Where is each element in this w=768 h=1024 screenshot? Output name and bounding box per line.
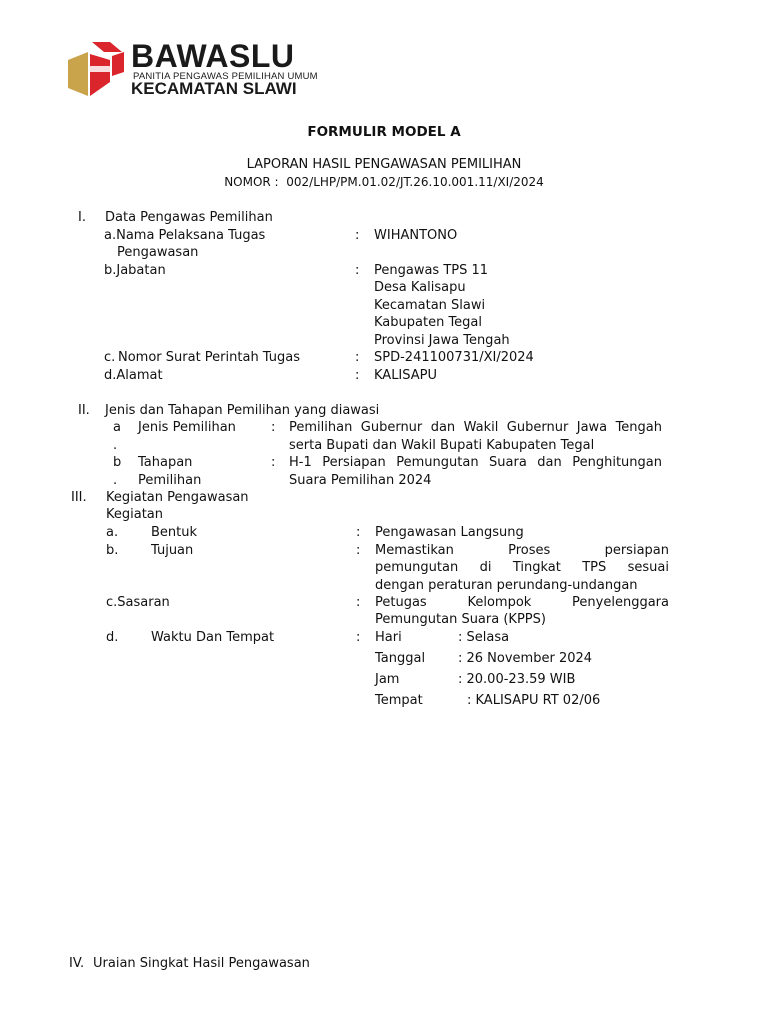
- tujuan-letter: b.: [106, 543, 119, 558]
- section1-heading: Data Pengawas Pemilihan: [105, 210, 273, 225]
- colon: :: [355, 228, 360, 243]
- form-title: FORMULIR MODEL A: [307, 124, 461, 140]
- surat-prefix: c.: [104, 350, 116, 365]
- jenis-value-line2: serta Bupati dan Wakil Bupati Kabupaten Tegal: [289, 438, 595, 453]
- nama-value: WIHANTONO: [374, 228, 458, 243]
- tujuan-label: Tujuan: [151, 543, 194, 558]
- jenis-label: Jenis Pemilihan: [138, 420, 236, 435]
- waktu-label: Waktu Dan Tempat: [151, 630, 275, 645]
- tahapan-dot: .: [113, 473, 118, 488]
- nama-label-cont: Pengawasan: [117, 245, 199, 260]
- tujuan-value-line3: dengan peraturan perundang-undangan: [375, 578, 638, 593]
- jabatan-value-line: Kabupaten Tegal: [374, 315, 482, 330]
- jam-key: Jam: [375, 672, 400, 687]
- hari-key: Hari: [375, 630, 402, 645]
- jenis-dot: .: [113, 438, 118, 453]
- nomor-label: NOMOR :: [224, 175, 279, 189]
- jenis-letter: a: [113, 420, 121, 435]
- tahapan-value-line1: H-1 Persiapan Pemungutan Suara dan Penghitungan: [289, 455, 662, 470]
- section3-heading: Kegiatan Pengawasan: [106, 490, 249, 505]
- colon: :: [271, 420, 276, 435]
- colon: :: [355, 350, 360, 365]
- colon: :: [356, 543, 361, 558]
- bentuk-value: Pengawasan Langsung: [375, 525, 524, 540]
- section3-numeral: III.: [71, 490, 87, 505]
- sasaran-value-line2: Pemungutan Suara (KPPS): [375, 612, 546, 627]
- alamat-label: d.Alamat: [104, 368, 163, 383]
- jam-value: : 20.00-23.59 WIB: [458, 672, 576, 687]
- nomor-value: 002/LHP/PM.01.02/JT.26.10.001.11/XI/2024: [286, 175, 544, 189]
- section3-subheading: Kegiatan: [106, 507, 164, 522]
- tempat-value: : KALISAPU RT 02/06: [467, 693, 601, 708]
- surat-value: SPD-241100731/XI/2024: [374, 350, 534, 365]
- section1-numeral: I.: [78, 210, 86, 225]
- report-number: [0, 175, 768, 189]
- waktu-letter: d.: [106, 630, 119, 645]
- section2-numeral: II.: [78, 403, 90, 418]
- section4-heading: Uraian Singkat Hasil Pengawasan: [93, 956, 310, 971]
- logo-kecamatan: KECAMATAN SLAWI: [131, 79, 297, 98]
- tahapan-label: Tahapan: [138, 455, 193, 470]
- jabatan-value-line: Provinsi Jawa Tengah: [374, 333, 510, 348]
- surat-label: Nomor Surat Perintah Tugas: [118, 350, 301, 365]
- sasaran-value-line1: Petugas Kelompok Penyelenggara: [375, 595, 669, 610]
- tujuan-value-line2: pemungutan di Tingkat TPS sesuai: [375, 560, 669, 575]
- nama-label: a.Nama Pelaksana Tugas: [104, 228, 266, 243]
- tahapan-letter: b: [113, 455, 122, 470]
- jabatan-label: b.Jabatan: [104, 263, 166, 278]
- tanggal-key: Tanggal: [375, 651, 426, 666]
- sasaran-label: c.Sasaran: [106, 595, 170, 610]
- jabatan-value-line: Desa Kalisapu: [374, 280, 466, 295]
- colon: :: [356, 595, 361, 610]
- bawaslu-logo-icon: [66, 42, 124, 98]
- bentuk-label: Bentuk: [151, 525, 198, 540]
- colon: :: [356, 525, 361, 540]
- logo-subtitle: PANITIA PENGAWAS PEMILIHAN UMUM: [133, 71, 318, 82]
- tahapan-label-cont: Pemilihan: [138, 473, 202, 488]
- tanggal-value: : 26 November 2024: [458, 651, 593, 666]
- report-title: LAPORAN HASIL PENGAWASAN PEMILIHAN: [246, 157, 522, 172]
- colon: :: [271, 455, 276, 470]
- tahapan-value-line2: Suara Pemilihan 2024: [289, 473, 432, 488]
- jabatan-value-line: Kecamatan Slawi: [374, 298, 486, 313]
- alamat-value: KALISAPU: [374, 368, 438, 383]
- jabatan-value: Pengawas TPS 11: [374, 263, 489, 278]
- bentuk-letter: a.: [106, 525, 119, 540]
- tempat-key: Tempat: [375, 693, 423, 708]
- colon: :: [356, 630, 361, 645]
- colon: :: [355, 368, 360, 383]
- section4-numeral: IV.: [69, 956, 85, 971]
- tujuan-value-line1: Memastikan Proses persiapan: [375, 543, 669, 558]
- section2-heading: Jenis dan Tahapan Pemilihan yang diawasi: [105, 403, 380, 418]
- jenis-value-line1: Pemilihan Gubernur dan Wakil Gubernur Jawa Tengah: [289, 420, 662, 435]
- hari-value: : Selasa: [458, 630, 510, 645]
- colon: :: [355, 263, 360, 278]
- logo-title: BAWASLU: [131, 38, 295, 74]
